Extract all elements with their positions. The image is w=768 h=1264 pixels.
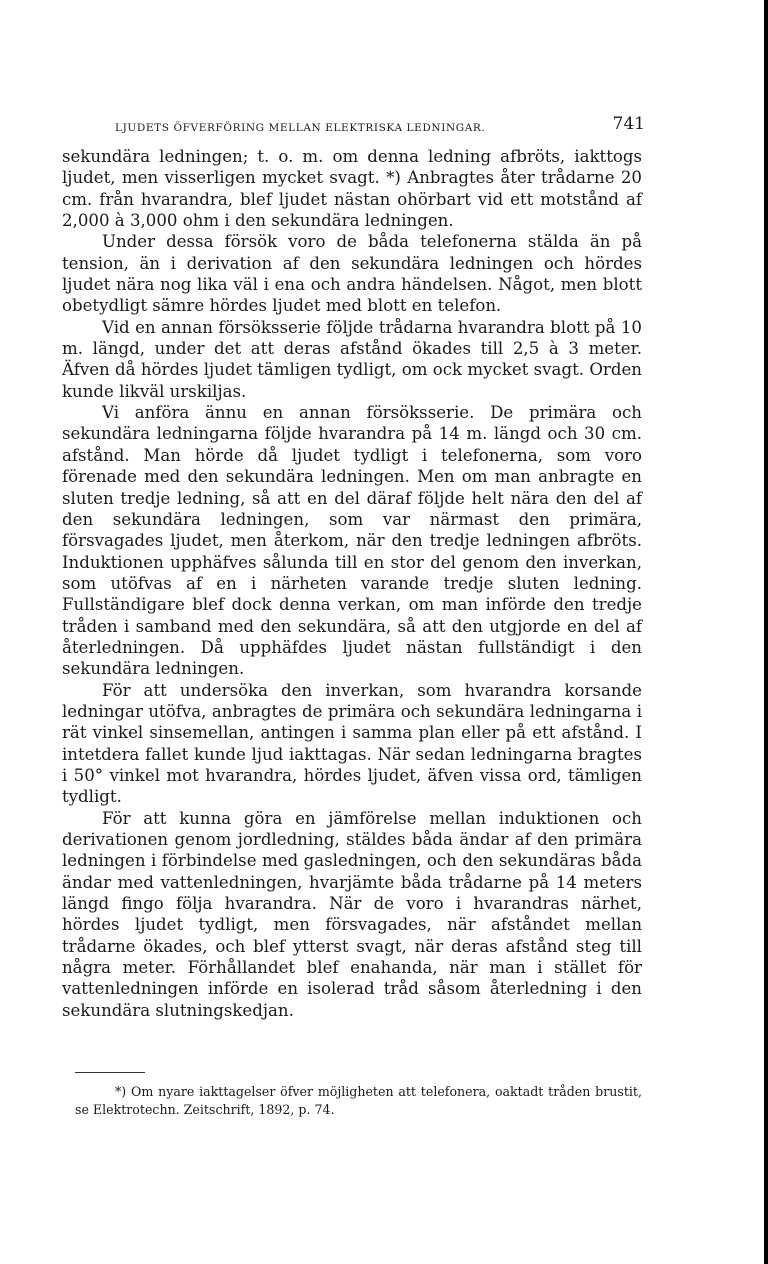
page-number: 741 <box>612 114 645 134</box>
page-header <box>115 110 645 134</box>
paragraph-4: Vi anföra ännu en annan försöksserie. De primära och sekundära ledningarna följde hvarandra på 14 m. längd och 30 cm. afstånd. Man hörde då ljudet tydligt i telefonerna, som voro förenade med den sekundära ledningen. Men om man anbragte en sluten tredje ledning, så att en del däraf följde helt nära den del af den sekundära ledningen, som var närmast den primära, försvagades ljudet, men återkom, när den tredje ledningen afbröts. Induktionen upphäfves sålunda till en stor del genom den inverkan, som utöfvas af en i närheten varande tredje sluten ledning. Fullständigare blef dock denna verkan, om man införde den tredje tråden i samband med den sekundära, så att den utgjorde en del af återledningen. Då upphäfdes ljudet nästan fullständigt i den sekundära ledningen. <box>62 403 642 679</box>
paragraph-5: För att undersöka den inverkan, som hvarandra korsande ledningar utöfva, anbragtes de primära och sekundära ledningarna i rät vinkel sinsemellan, antingen i samma plan eller på ett afstånd. I intetdera fallet kunde ljud iakttagas. När sedan ledningarna bragtes i 50° vinkel mot hvarandra, hördes ljudet, äfven vissa ord, tämligen tydligt. <box>62 680 642 807</box>
footnote-rule <box>75 1072 145 1073</box>
body-text <box>62 146 642 1021</box>
paragraph-1: sekundära ledningen; t. o. m. om denna ledning afbröts, iakttogs ljudet, men visserligen mycket svagt. *) Anbragtes åter trådarne 20 cm. från hvarandra, blef ljudet nästan ohörbart vid ett motstånd af 2,000 à 3,000 ohm i den sekundära ledningen. <box>62 147 642 231</box>
paragraph-6: För att kunna göra en jämförelse mellan induktionen och derivationen genom jordledning, stäldes båda ändar af den primära ledningen i förbindelse med gasledningen, och den sekundäras båda ändar med vattenledningen, hvarjämte båda trådarne på 14 meters längd fingo följa hvarandra. När de voro i hvarandras närhet, hördes ljudet tydligt, men försvagades, när afståndet mellan trådarne ökades, och blef ytterst svagt, när deras afstånd steg till några meter. Förhållandet blef enahanda, när man i stället för vattenledningen införde en isolerad tråd såsom återledning i den sekundära slutningskedjan. <box>62 808 642 1020</box>
footnote <box>75 1083 642 1119</box>
running-title: LJUDETS ÖFVERFÖRING MELLAN ELEKTRISKA LEDNINGAR. <box>115 122 486 134</box>
paragraph-2: Under dessa försök voro de båda telefonerna stälda än på tension, än i derivation af den sekundära ledningen och hördes ljudet nära nog lika väl i ena och andra händelsen. Något, men blott obetydligt sämre hördes ljudet med blott en telefon. <box>62 232 642 316</box>
footnote-text: *) Om nyare iakttagelser öfver möjligheten att telefonera, oaktadt tråden brustit, se Elektrotechn. Zeitschrift, 1892, p. 74. <box>75 1084 642 1117</box>
page-edge <box>764 0 768 1264</box>
paragraph-3: Vid en annan försöksserie följde trådarna hvarandra blott på 10 m. längd, under det att deras afstånd ökades till 2,5 à 3 meter. Äfven då hördes ljudet tämligen tydligt, om ock mycket svagt. Orden kunde likväl urskiljas. <box>62 317 642 401</box>
